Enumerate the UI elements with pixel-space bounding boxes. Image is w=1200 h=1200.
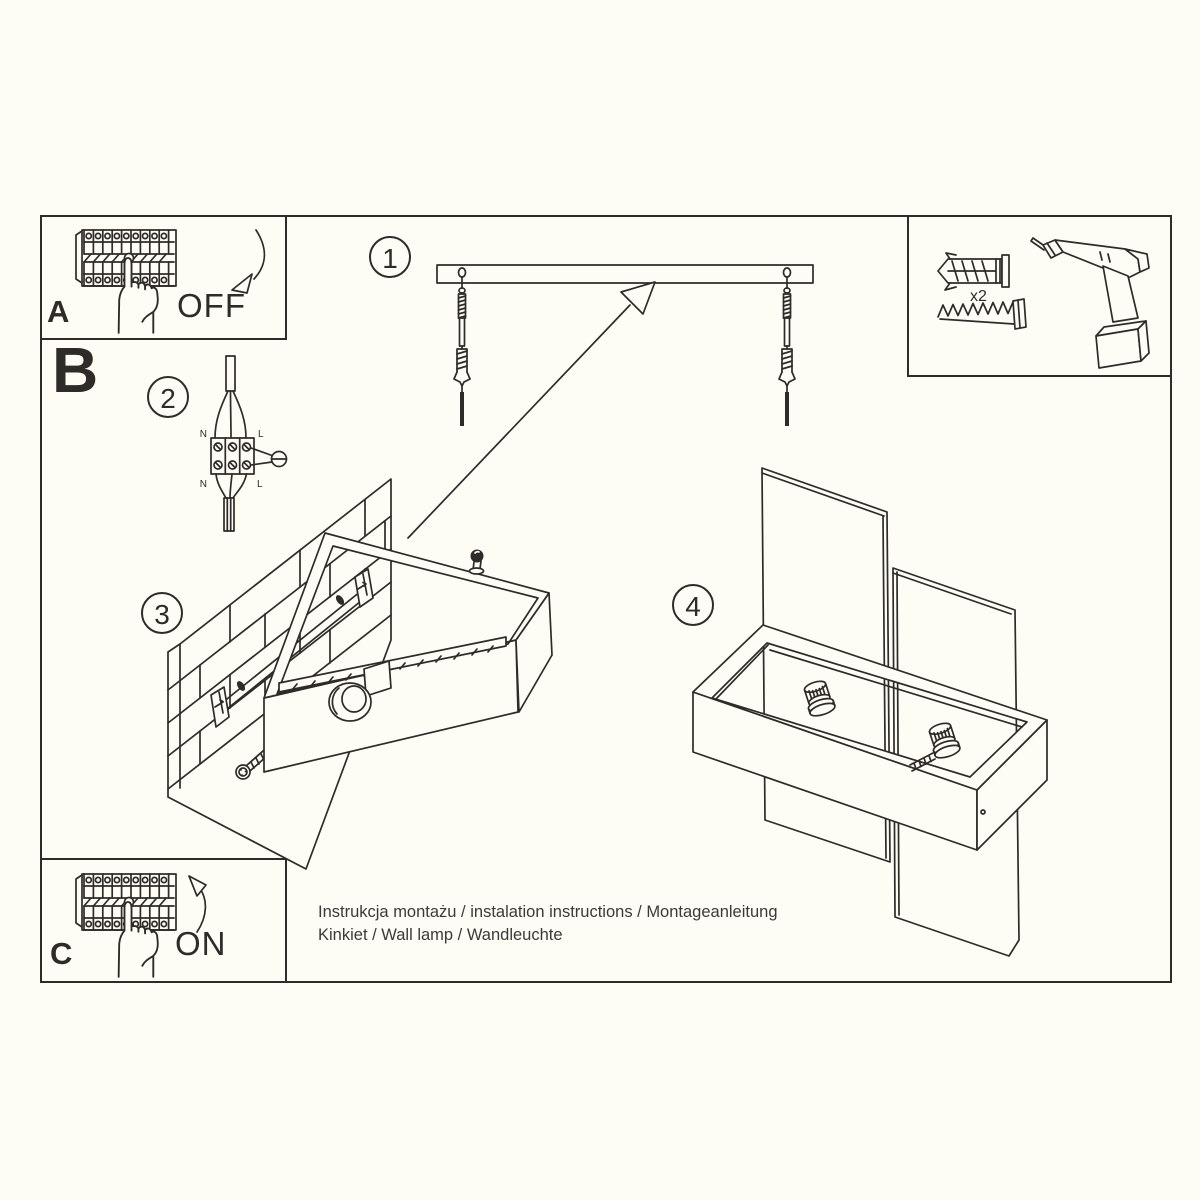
step-2-badge: 2 xyxy=(147,376,189,418)
screw-anchor-set-right xyxy=(779,294,795,426)
step-1-badge: 1 xyxy=(369,236,411,278)
anchor-quantity-label: x2 xyxy=(970,288,987,305)
assembled-lamp-diagram xyxy=(655,460,1070,965)
terminal-label-l-bottom: L xyxy=(257,479,263,490)
caption-line-1: Instrukcja montażu / instalation instructions / Montageanleitung xyxy=(318,903,778,921)
drill-icon xyxy=(1031,238,1149,368)
step-4-badge: 4 xyxy=(672,584,714,626)
screwdriver-icon xyxy=(251,448,287,467)
caption-line-2: Kinkiet / Wall lamp / Wandleuchte xyxy=(318,926,563,944)
circuit-breaker-on-icon xyxy=(45,866,280,980)
panel-c-action-label: ON xyxy=(175,925,227,962)
bracket-mounting-diagram xyxy=(140,468,580,840)
terminal-label-l-top: L xyxy=(258,429,264,440)
terminal-label-n-top: N xyxy=(199,429,207,440)
wall-plug-icon xyxy=(938,253,1009,290)
step-3-badge: 3 xyxy=(141,592,183,634)
cable-top xyxy=(226,356,235,391)
panel-c-letter: C xyxy=(50,936,73,971)
retaining-knob xyxy=(470,550,484,575)
panel-a-action-label: OFF xyxy=(177,287,246,324)
section-b-letter: B xyxy=(52,334,99,406)
terminal-label-n-bottom: N xyxy=(199,479,207,490)
panel-a-letter: A xyxy=(47,294,70,329)
tools-illustration xyxy=(915,228,1165,373)
caption xyxy=(318,901,778,947)
